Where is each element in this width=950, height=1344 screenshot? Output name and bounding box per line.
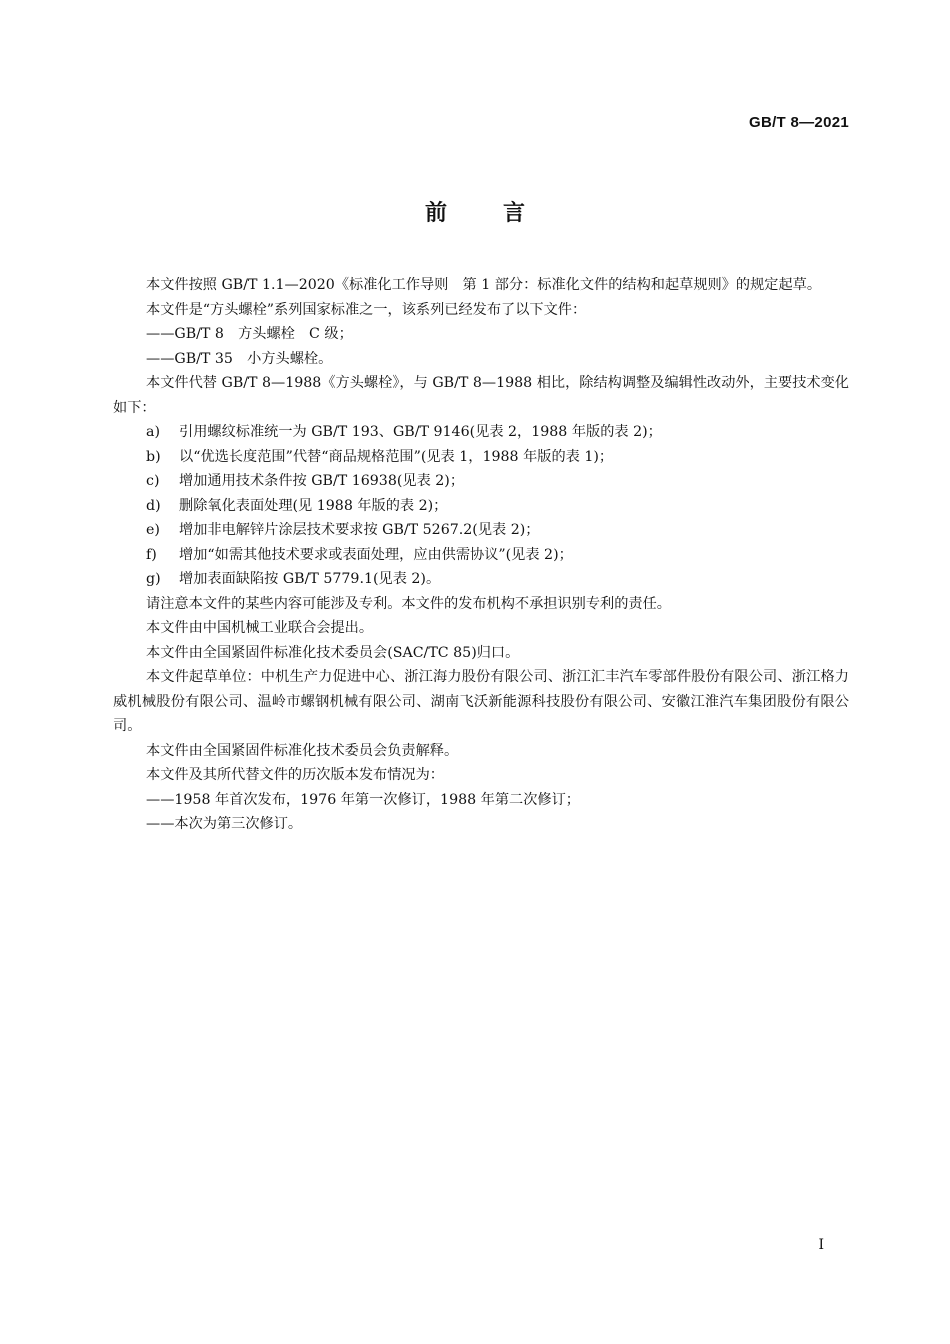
paragraph-drafting-rules: 本文件按照 GB/T 1.1—2020《标准化工作导则 第 1 部分：标准化文件的结构和起草规则》的规定起草。 [146,277,822,293]
paragraph-drafting-units: 本文件起草单位：中机生产力促进中心、浙江海力股份有限公司、浙江汇丰汽车零部件股份有限公司、浙江格力威机械股份有限公司、温岭市螺钢机械有限公司、湖南飞沃新能源科技股份有限公司、安徽江淮汽车集团股份有限公司。 [113,669,849,734]
paragraph-proposed-by: 本文件由中国机械工业联合会提出。 [146,620,374,636]
change-item-label: d) [146,497,161,514]
history-item: ——本次为第三次修订。 [146,816,303,832]
change-item [113,469,849,494]
change-item-text: 引用螺纹标准统一为 GB/T 193、GB/T 9146(见表 2，1988 年版的表 2)； [179,424,662,440]
series-item: ——GB/T 35 小方头螺栓。 [146,350,333,367]
change-item [113,445,849,470]
paragraph-interpretation: 本文件由全国紧固件标准化技术委员会负责解释。 [146,742,459,759]
foreword-body [113,273,849,837]
change-item-text: 增加表面缺陷按 GB/T 5779.1(见表 2)。 [179,571,441,587]
change-item-text: 增加“如需其他技术要求或表面处理，应由供需协议”(见表 2)； [179,546,573,563]
series-item: ——GB/T 8 方头螺栓 C 级； [146,326,353,342]
standard-code: GB/T 8—2021 [748,114,849,131]
change-item-text: 删除氧化表面处理(见 1988 年版的表 2)； [179,497,448,514]
change-item [113,543,849,568]
paragraph-under-jurisdiction: 本文件由全国紧固件标准化技术委员会(SAC/TC 85)归口。 [146,644,520,661]
paragraph-replaces: 本文件代替 GB/T 8—1988《方头螺栓》，与 GB/T 8—1988 相比，除结构调整及编辑性改动外，主要技术变化如下： [113,375,849,416]
history-item: ——1958 年首次发布，1976 年第一次修订，1988 年第二次修订； [146,791,580,808]
paragraph-series: 本文件是“方头螺栓”系列国家标准之一，该系列已经发布了以下文件： [146,301,587,318]
change-item [113,420,849,445]
change-item-label: g) [146,571,161,587]
change-item-text: 以“优选长度范围”代替“商品规格范围”(见表 1，1988 年版的表 1)； [179,448,614,465]
change-item-label: e) [146,522,160,538]
change-item [113,567,849,592]
paragraph-patent: 请注意本文件的某些内容可能涉及专利。本文件的发布机构不承担识别专利的责任。 [146,595,671,612]
change-item-label: c) [146,473,160,489]
change-item-text: 增加非电解锌片涂层技术要求按 GB/T 5267.2(见表 2)； [179,522,540,538]
change-item [113,494,849,519]
change-item-label: b) [146,448,161,465]
change-item-text: 增加通用技术条件按 GB/T 16938(见表 2)； [179,473,465,489]
change-item-label: f) [146,546,157,563]
paragraph-history: 本文件及其所代替文件的历次版本发布情况为： [146,767,444,783]
change-item [113,518,849,543]
page-number: I [818,1237,824,1253]
page-title: 前言 [424,201,581,226]
change-item-label: a) [146,424,160,440]
